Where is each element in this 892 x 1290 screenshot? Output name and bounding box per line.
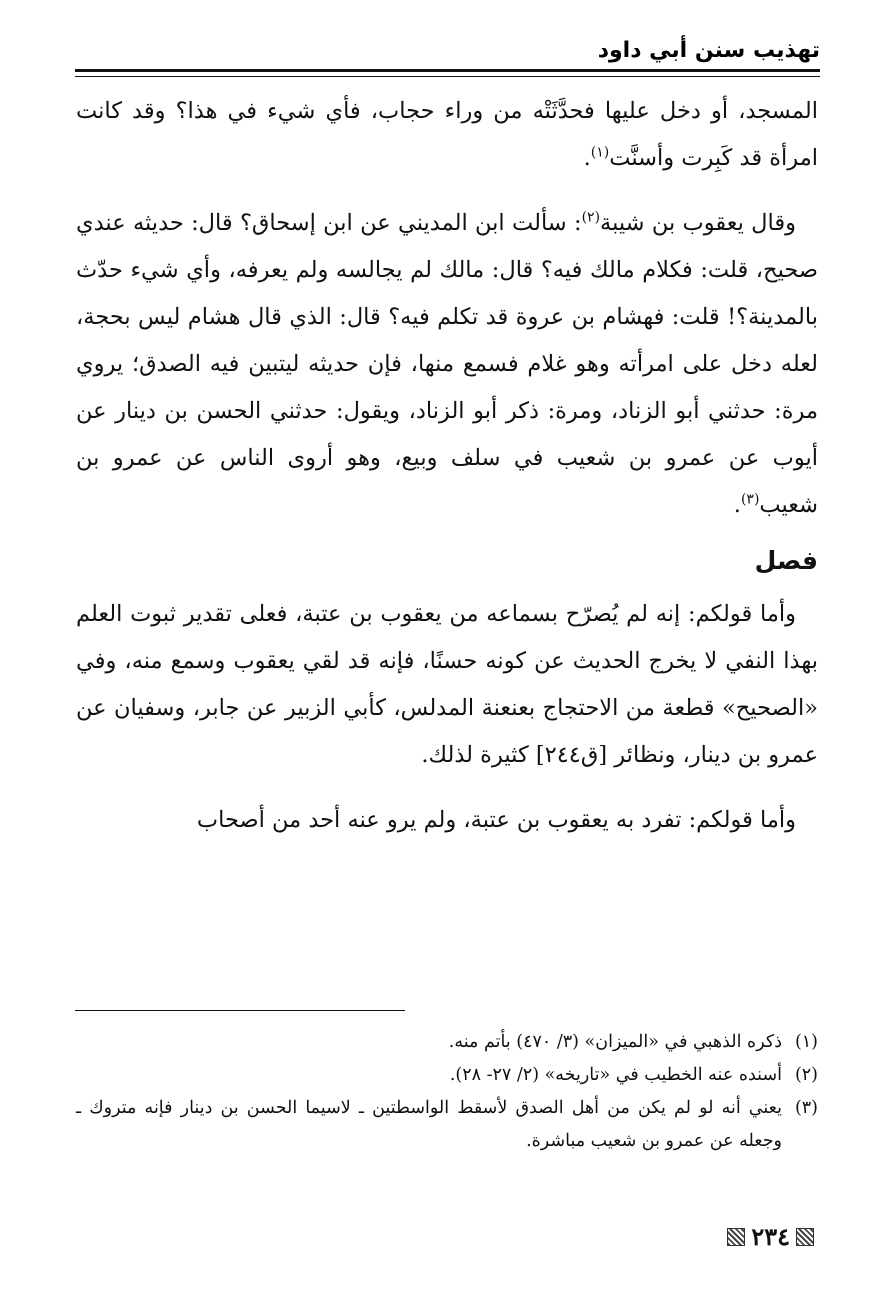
running-header: [75, 38, 820, 72]
main-text: [76, 88, 818, 844]
square-ornament-icon: [796, 1228, 814, 1246]
paragraph-2-end: .: [733, 492, 741, 518]
paragraph-2: [76, 200, 818, 529]
footnote-item: [76, 1059, 818, 1092]
running-title: تهذيب سنن أبي داود: [597, 38, 820, 63]
paragraph-gap: [76, 779, 818, 797]
footnote-ref-1[interactable]: (١): [590, 144, 610, 161]
paragraph-gap: [76, 182, 818, 200]
paragraph-2-start: وقال يعقوب بن شيبة: [600, 210, 796, 236]
footnote-item: [76, 1026, 818, 1059]
footnote-separator: [75, 1010, 405, 1011]
footnote-number: (٢): [794, 1065, 818, 1085]
paragraph-3: وأما قولكم: إنه لم يُصرّح بسماعه من يعقوب بن عتبة، فعلى تقدير ثبوت العلم بهذا النفي لا يخرج الحديث عن كونه حسنًا، فإنه قد لقي يعقوب وسمع منه، وفي «الصحيح» قطعة من الاحتجاج بعنعنة المدلس، كأبي الزبير عن جابر، وسفيان عن عمرو بن دينار، ونظائر [ق٢٤٤] كثيرة لذلك.: [76, 601, 818, 768]
footnote-text: ذكره الذهبي في «الميزان» (٣/ ٤٧٠) بأتم منه.: [448, 1032, 782, 1052]
paragraph-1: [76, 88, 818, 182]
footnotes: [76, 1026, 818, 1158]
paragraph-2-text: : سألت ابن المديني عن ابن إسحاق؟ قال: حديثه عندي صحيح، قلت: فكلام مالك فيه؟ قال: مالك لم يجالسه ولم يعرفه، وأي شيء حدّث بالمدينة؟! قلت: فهشام بن عروة قد تكلم فيه؟ قال: الذي قال هشام ليس بحجة، لعله دخل على امرأته وهو غلام فسمع منها، فإن حديثه ليتبين فيه الصدق؛ يروي مرة: حدثني أبو الزناد، ومرة: ذكر أبو الزناد، ويقول: حدثني الحسن بن دينار عن أيوب عن عمرو بن شعيب في سلف وبيع، وهو أروى الناس عن عمرو بن شعيب: [76, 210, 818, 518]
footnote-ref-2[interactable]: (٢): [581, 209, 601, 226]
footnote-item: [76, 1092, 818, 1158]
footnote-number: (٣): [794, 1098, 818, 1118]
square-ornament-icon: [727, 1228, 745, 1246]
header-rule: [75, 69, 820, 72]
footnote-number: (١): [794, 1032, 818, 1052]
page-folio: [727, 1222, 814, 1251]
footnote-ref-3[interactable]: (٣): [740, 491, 760, 508]
footnote-text: أسنده عنه الخطيب في «تاريخه» (٢/ ٢٧- ٢٨).: [449, 1065, 782, 1085]
header-rule-thin: [75, 76, 820, 77]
paragraph-1-end: .: [583, 145, 591, 171]
paragraph-1-text: المسجد، أو دخل عليها فحدَّثَتْه من وراء حجاب، فأي شيء في هذا؟ وقد كانت امرأة قد كَبِرت وأسنَّت: [76, 98, 818, 171]
footnote-text: يعني أنه لو لم يكن من أهل الصدق لأسقط الواسطتين ـ لاسيما الحسن بن دينار فإنه متروك ـ وجعله عن عمرو بن شعيب مباشرة.: [76, 1098, 782, 1151]
page-number: ٢٣٤: [751, 1222, 790, 1251]
paragraph-4: وأما قولكم: تفرد به يعقوب بن عتبة، ولم يرو عنه أحد من أصحاب: [196, 807, 796, 833]
section-heading: فصل: [754, 546, 818, 575]
